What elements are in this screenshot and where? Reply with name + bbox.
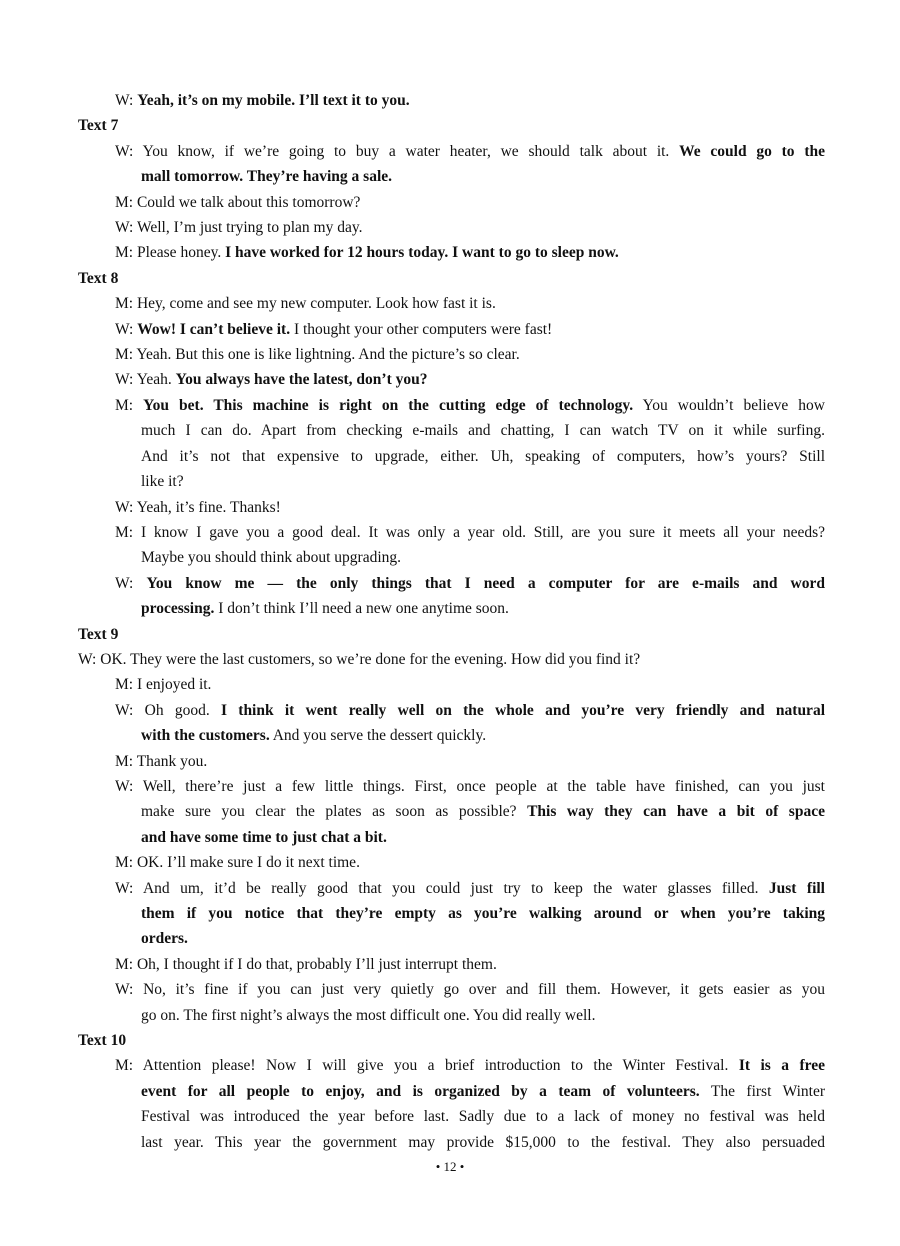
text-line xyxy=(78,647,825,672)
text-line xyxy=(78,393,825,418)
bold-answer-text: and have some time to just chat a bit. xyxy=(141,828,387,846)
speaker-label: M: xyxy=(115,523,134,541)
dialogue-text: OK. I’ll make sure I do it next time. xyxy=(136,854,360,872)
text-line xyxy=(78,495,825,520)
speaker-label: M: xyxy=(115,854,134,872)
speaker-label: M: xyxy=(115,193,134,211)
dialogue-turn xyxy=(78,1053,825,1155)
dialogue-text: I thought your other computers were fast! xyxy=(290,320,553,338)
dialogue-turn xyxy=(78,647,825,672)
dialogue-turn xyxy=(78,240,825,265)
text-line xyxy=(78,240,825,265)
text-line xyxy=(78,139,825,164)
dialogue-text: Hey, come and see my new computer. Look how fast it is. xyxy=(136,295,496,313)
dialogue-text: Could we talk about this tomorrow? xyxy=(136,193,361,211)
text-line xyxy=(78,977,825,1002)
section-heading: Text 7 xyxy=(78,117,119,135)
dialogue-text: And you serve the dessert quickly. xyxy=(269,727,487,745)
dialogue-turn xyxy=(78,342,825,367)
dialogue-turn xyxy=(78,367,825,392)
speaker-label: M: xyxy=(115,295,134,313)
bold-answer-text: This way they can have a bit of space xyxy=(527,803,825,821)
speaker-label: W: xyxy=(115,142,134,160)
speaker-label: M: xyxy=(115,244,134,262)
dialogue-text: Attention please! Now I will give you a brief introduction to the Winter Festival. xyxy=(142,1057,739,1075)
dialogue-text: make sure you clear the plates as soon as possible? xyxy=(141,803,528,821)
dialogue-text: Well, I’m just trying to plan my day. xyxy=(136,219,363,237)
speaker-label: W: xyxy=(115,498,134,516)
speaker-label: M: xyxy=(115,955,134,973)
speaker-label: W: xyxy=(115,92,134,109)
section-heading: Text 10 xyxy=(78,1032,127,1050)
bold-answer-text: orders. xyxy=(141,930,188,948)
bold-answer-text: event for all people to enjoy, and is organized by a team of volunteers. xyxy=(141,1082,700,1100)
text-line xyxy=(78,952,825,977)
speaker-label: W: xyxy=(115,574,134,592)
text-line xyxy=(78,1053,825,1078)
text-line xyxy=(78,749,825,774)
text-line xyxy=(78,215,825,240)
dialogue-turn xyxy=(78,190,825,215)
dialogue-turn xyxy=(78,393,825,495)
bold-answer-text: mall tomorrow. They’re having a sale. xyxy=(141,168,393,186)
text-line xyxy=(78,774,825,799)
text-line xyxy=(78,190,825,215)
bold-answer-text: I have worked for 12 hours today. I want to go to sleep now. xyxy=(225,244,619,262)
text-line xyxy=(78,571,825,596)
dialogue-text: like it? xyxy=(141,473,184,491)
section-heading: Text 9 xyxy=(78,625,119,643)
dialogue-turn xyxy=(78,495,825,520)
speaker-label: M: xyxy=(115,1057,134,1075)
speaker-label: W: xyxy=(115,371,134,389)
text-line xyxy=(78,1003,825,1028)
bold-answer-text: I think it went really well on the whole and you’re very friendly and natural xyxy=(220,701,825,719)
dialogue-text: I enjoyed it. xyxy=(136,676,212,694)
dialogue-turn xyxy=(78,215,825,240)
dialogue-text: Please honey. xyxy=(136,244,226,262)
text-line xyxy=(78,876,825,901)
dialogue-text: Oh, I thought if I do that, probably I’ll just interrupt them. xyxy=(136,955,497,973)
bold-answer-text: It is a free xyxy=(738,1057,825,1075)
text-line xyxy=(78,291,825,316)
text-line xyxy=(78,698,825,723)
speaker-label: W: xyxy=(115,701,134,719)
text-line xyxy=(78,901,825,926)
dialogue-turn xyxy=(78,850,825,875)
page-number: • 12 • xyxy=(435,1159,465,1174)
text-line xyxy=(78,317,825,342)
dialogue-text: You know, if we’re going to buy a water heater, we should talk about it. xyxy=(142,142,680,160)
dialogue-turn xyxy=(78,88,825,113)
dialogue-text: go on. The first night’s always the most difficult one. You did really well. xyxy=(141,1006,596,1024)
text-line xyxy=(78,88,825,113)
dialogue-text: Yeah, it’s fine. Thanks! xyxy=(136,498,281,516)
bold-answer-text: You know me — the only things that I need a computer for are e-mails and word xyxy=(146,574,825,592)
dialogue-turn xyxy=(78,139,825,190)
dialogue-text: And um, it’d be really good that you could just try to keep the water glasses filled. xyxy=(142,879,769,897)
dialogue-turn xyxy=(78,749,825,774)
dialogue-text: I don’t think I’ll need a new one anytime soon. xyxy=(214,600,509,618)
speaker-label: M: xyxy=(115,676,134,694)
speaker-label: W: xyxy=(115,219,134,237)
bold-answer-text: processing. xyxy=(141,600,215,618)
dialogue-turn xyxy=(78,317,825,342)
dialogue-turn xyxy=(78,952,825,977)
dialogue-text: No, it’s fine if you can just very quietly go over and fill them. However, it gets easier as you xyxy=(143,981,825,999)
text-line xyxy=(78,926,825,951)
speaker-label: W: xyxy=(115,879,134,897)
text-line xyxy=(78,469,825,494)
text-line xyxy=(78,596,825,621)
dialogue-text: And it’s not that expensive to upgrade, either. Uh, speaking of computers, how’s yours? Still xyxy=(141,447,825,465)
bold-answer-text: You always have the latest, don’t you? xyxy=(175,371,428,389)
text-line xyxy=(78,850,825,875)
text-line xyxy=(78,799,825,824)
text-line xyxy=(78,1130,825,1155)
text-line xyxy=(78,723,825,748)
dialogue-turn xyxy=(78,291,825,316)
dialogue-turn xyxy=(78,698,825,749)
text-line xyxy=(78,672,825,697)
bold-answer-text: Wow! I can’t believe it. xyxy=(137,320,291,338)
dialogue-turn xyxy=(78,672,825,697)
dialogue-turn xyxy=(78,876,825,952)
dialogue-text: Yeah. But this one is like lightning. And the picture’s so clear. xyxy=(136,346,520,364)
bold-answer-text: with the customers. xyxy=(141,727,270,745)
dialogue-text: Thank you. xyxy=(136,752,208,770)
dialogue-text: I know I gave you a good deal. It was only a year old. Still, are you sure it meets all your needs? xyxy=(140,523,826,541)
section-heading: Text 8 xyxy=(78,269,119,287)
dialogue-text: much I can do. Apart from checking e-mails and chatting, I can watch TV on it while surfing. xyxy=(141,422,825,440)
dialogue-turn xyxy=(78,977,825,1028)
text-line xyxy=(78,418,825,443)
text-line xyxy=(78,520,825,545)
dialogue-turn xyxy=(78,571,825,622)
speaker-label: M: xyxy=(115,346,134,364)
speaker-label: M: xyxy=(115,396,134,414)
dialogue-text: Oh good. xyxy=(144,701,221,719)
text-line xyxy=(78,545,825,570)
speaker-label: M: xyxy=(115,752,134,770)
bold-answer-text: them if you notice that they’re empty as you’re walking around or when you’re taking xyxy=(141,905,825,922)
dialogue-text: Festival was introduced the year before last. Sadly due to a lack of money no festival was held xyxy=(141,1108,825,1126)
dialogue-text: OK. They were the last customers, so we’re done for the evening. How did you find it? xyxy=(100,650,641,668)
dialogue-text: Yeah. xyxy=(136,371,176,389)
dialogue-text: The first Winter xyxy=(699,1082,825,1100)
text-line xyxy=(78,1079,825,1104)
text-line xyxy=(78,1104,825,1129)
text-line xyxy=(78,367,825,392)
dialogue-turn xyxy=(78,774,825,850)
text-line xyxy=(78,164,825,189)
document-body xyxy=(78,88,825,1155)
speaker-label: W: xyxy=(115,777,134,795)
dialogue-text: Maybe you should think about upgrading. xyxy=(141,549,402,567)
dialogue-turn xyxy=(78,520,825,571)
speaker-label: W: xyxy=(115,981,134,999)
dialogue-text: Well, there’re just a few little things. First, once people at the table have finished, can you just xyxy=(142,777,825,795)
bold-answer-text: You bet. This machine is right on the cutting edge of technology. xyxy=(143,396,634,414)
speaker-label: W: xyxy=(78,650,97,668)
bold-answer-text: Just fill xyxy=(768,879,825,897)
text-line xyxy=(78,825,825,850)
bold-answer-text: We could go to the xyxy=(679,142,825,160)
text-line xyxy=(78,342,825,367)
text-line xyxy=(78,444,825,469)
speaker-label: W: xyxy=(115,320,134,338)
dialogue-text: last year. This year the government may provide $15,000 to the festival. They also persuaded xyxy=(141,1133,825,1151)
dialogue-text: You wouldn’t believe how xyxy=(633,396,825,414)
bold-answer-text: Yeah, it’s on my mobile. I’ll text it to you. xyxy=(137,92,410,109)
